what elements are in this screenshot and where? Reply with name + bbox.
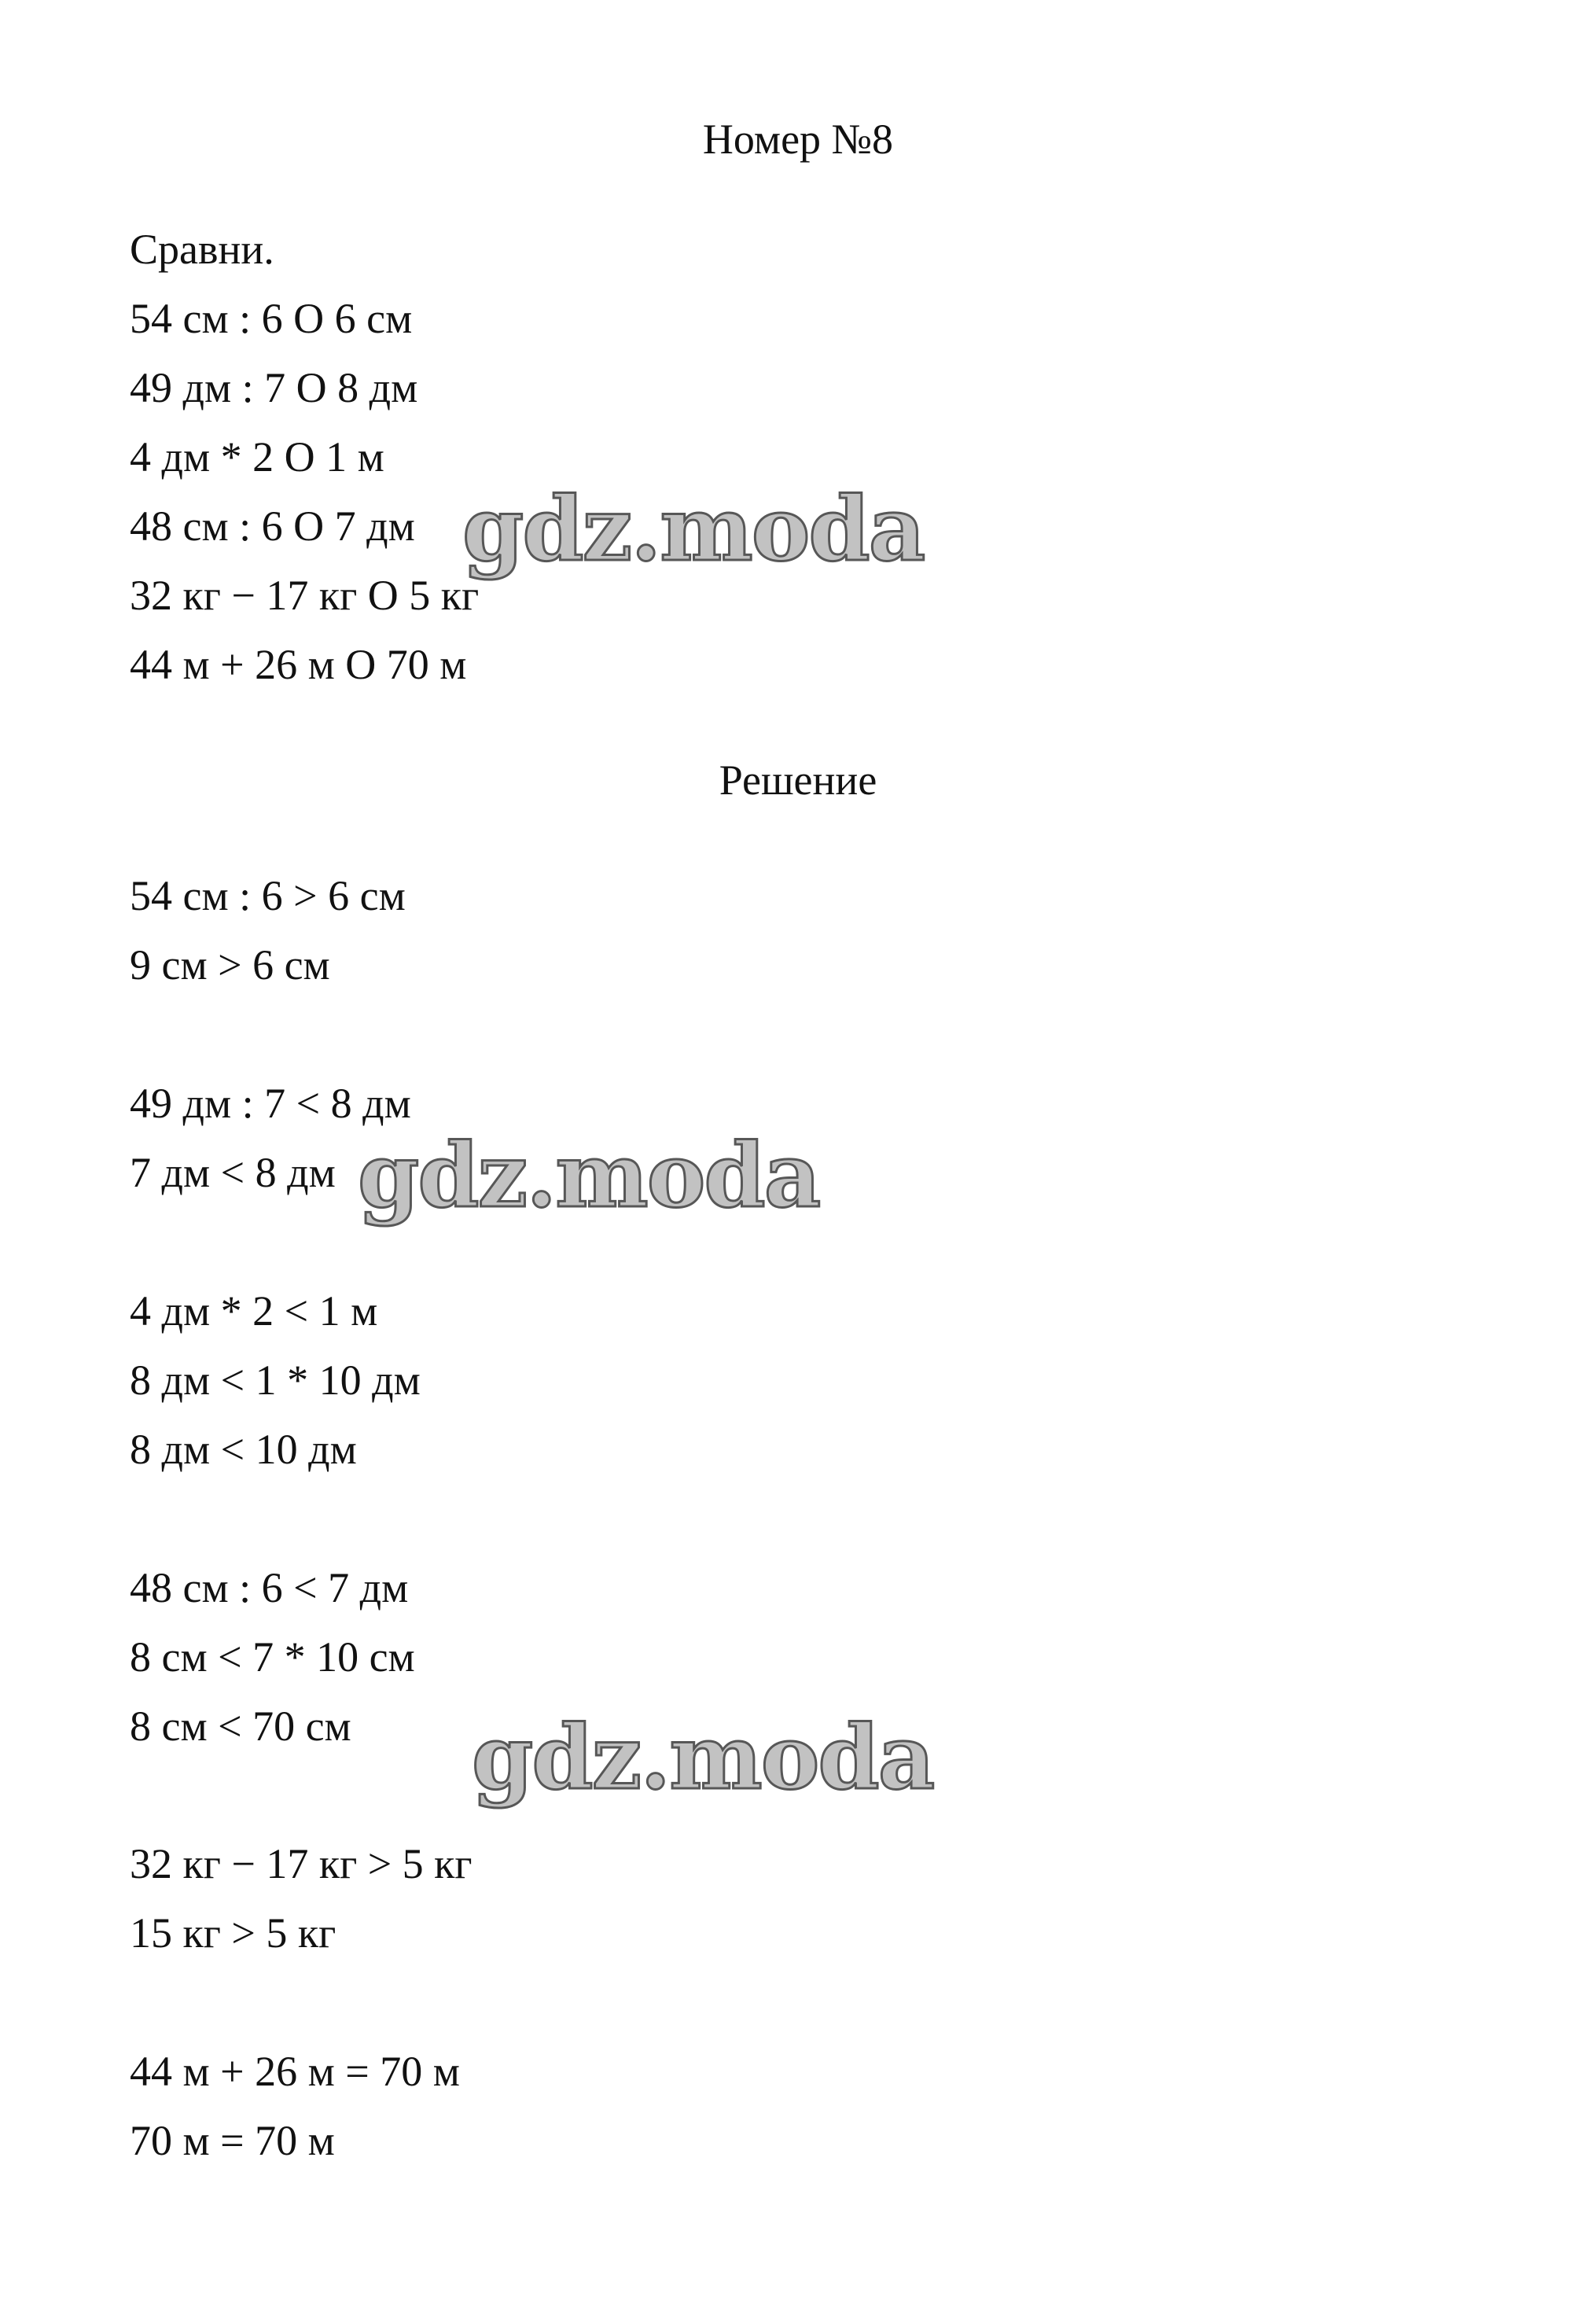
task-item: 4 дм * 2 О 1 м bbox=[130, 433, 384, 480]
page-title: Номер №8 bbox=[702, 116, 894, 163]
solution-line: 70 м = 70 м bbox=[130, 2117, 335, 2164]
solution-line: 8 дм < 10 дм bbox=[130, 1426, 357, 1473]
task-prompt: Сравни. bbox=[130, 226, 274, 273]
solution-heading: Решение bbox=[719, 757, 877, 804]
solution-line: 32 кг − 17 кг > 5 кг bbox=[130, 1840, 473, 1887]
task-item: 54 см : 6 О 6 см bbox=[130, 295, 413, 342]
watermark-logo: gdz.moda bbox=[358, 1125, 820, 1228]
solution-line: 8 см < 70 см bbox=[130, 1703, 351, 1750]
solution-line: 4 дм * 2 < 1 м bbox=[130, 1287, 378, 1335]
task-item: 48 см : 6 О 7 дм bbox=[130, 503, 415, 550]
watermark-logo: gdz.moda bbox=[472, 1706, 934, 1809]
solution-line: 48 см : 6 < 7 дм bbox=[130, 1564, 409, 1611]
solution-line: 7 дм < 8 дм bbox=[130, 1149, 336, 1196]
solution-line: 15 кг > 5 кг bbox=[130, 1909, 336, 1957]
watermark-logo: gdz.moda bbox=[462, 478, 925, 581]
solution-line: 8 см < 7 * 10 см bbox=[130, 1633, 415, 1681]
solution-line: 9 см > 6 см bbox=[130, 941, 330, 988]
task-item: 44 м + 26 м О 70 м bbox=[130, 641, 467, 688]
task-item: 49 дм : 7 О 8 дм bbox=[130, 364, 418, 411]
solution-line: 54 см : 6 > 6 см bbox=[130, 872, 406, 919]
solution-line: 49 дм : 7 < 8 дм bbox=[130, 1080, 411, 1127]
solution-line: 8 дм < 1 * 10 дм bbox=[130, 1357, 421, 1404]
solution-line: 44 м + 26 м = 70 м bbox=[130, 2048, 460, 2095]
task-item: 32 кг − 17 кг О 5 кг bbox=[130, 572, 480, 619]
